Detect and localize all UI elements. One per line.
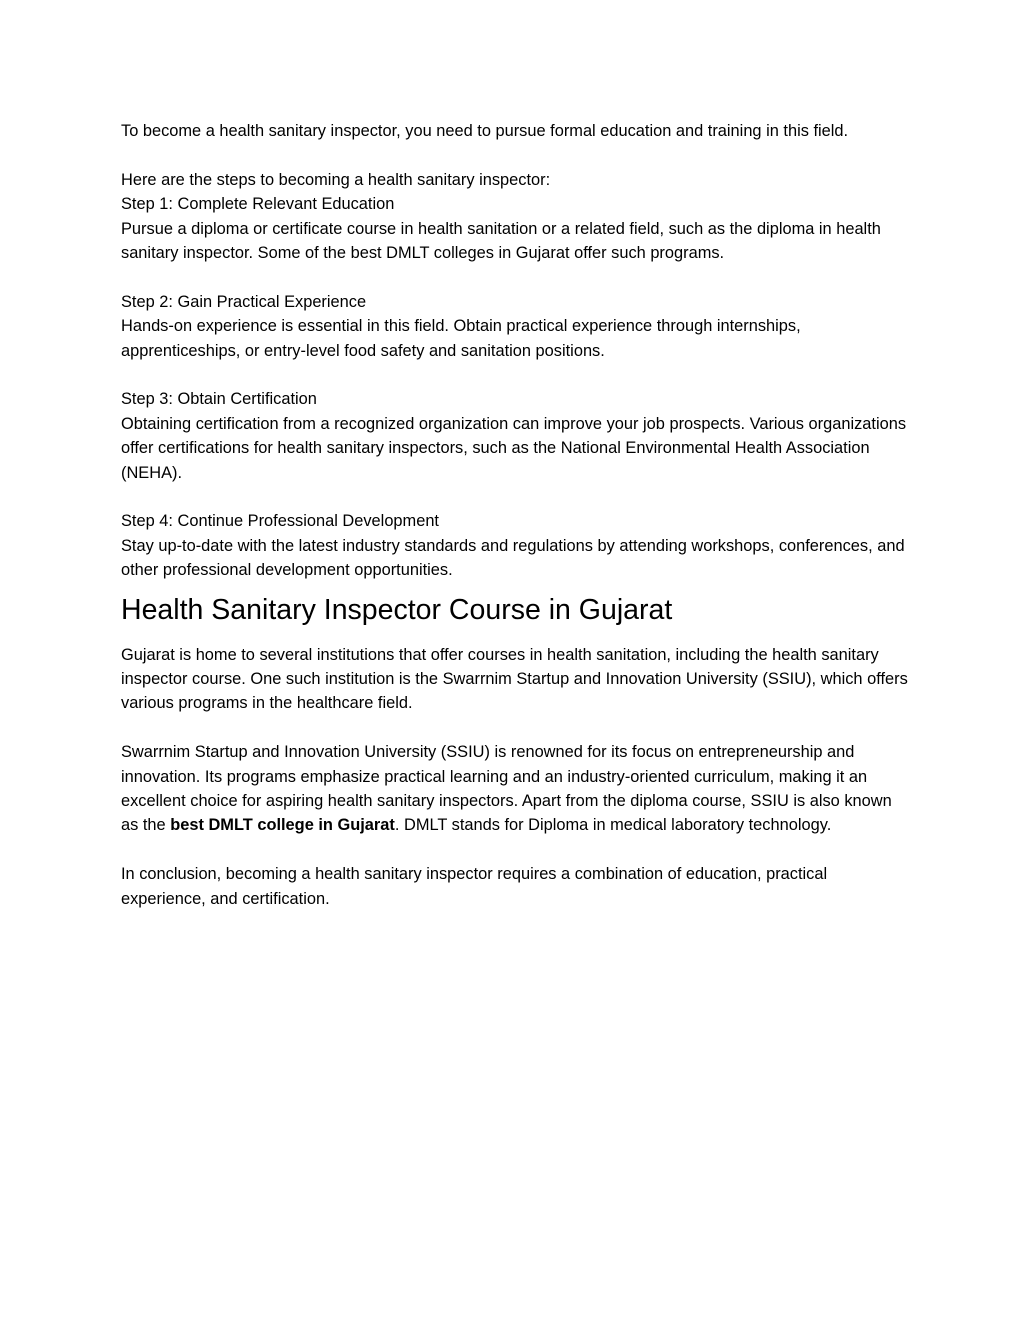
document-page [121,119,911,911]
step-4-body: Stay up-to-date with the latest industry standards and regulations by attending workshops, conferences, and other professional development opportunities. [121,536,905,580]
ssiu-bold-text: best DMLT college in Gujarat [170,816,395,835]
section-heading: Health Sanitary Inspector Course in Gujarat [121,593,673,626]
step-2-title: Step 2: Gain Practical Experience [121,292,367,311]
ssiu-text-2: . DMLT stands for Diploma in medical laboratory technology. [394,816,832,835]
intro-paragraph: To become a health sanitary inspector, you need to pursue formal education and training in this field. [121,122,849,140]
conclusion-paragraph: In conclusion, becoming a health sanitary inspector requires a combination of education, practical experience, and certification. [121,865,828,908]
step-3-title: Step 3: Obtain Certification [121,390,317,409]
step-1-title: Step 1: Complete Relevant Education [121,195,395,214]
step-1-body: Pursue a diploma or certificate course in health sanitation or a related field, such as the diploma in health sanitary inspector. Some of the best DMLT colleges in Gujarat offer such programs. [121,219,881,263]
step-4-title: Step 4: Continue Professional Development [121,512,439,531]
ssiu-paragraph [121,740,911,838]
step-2-body: Hands-on experience is essential in this field. Obtain practical experience through internships, apprenticeships, or entry-level food safety and sanitation positions. [121,317,801,360]
ssiu-text-1: Swarrnim Startup and Innovation University (SSIU) is renowned for its focus on entrepreneurship and innovation. Its programs emphasize practical learning and an industry-oriented curriculum, making it an excellent choice for aspiring health sanitary inspectors. Apart from the diploma course, SSIU is also known as the [121,743,892,835]
step-3-body: Obtaining certification from a recognized organization can improve your job prospects. Various organizations offer certifications for health sanitary inspectors, such as the National Environmental Health Association (NEHA). [121,414,907,482]
gujarat-paragraph: Gujarat is home to several institutions that offer courses in health sanitation, including the health sanitary inspector course. One such institution is the Swarrnim Startup and Innovation University (SSIU), which offers various programs in the healthcare field. [121,645,908,713]
steps-intro: Here are the steps to becoming a health sanitary inspector: [121,170,551,189]
